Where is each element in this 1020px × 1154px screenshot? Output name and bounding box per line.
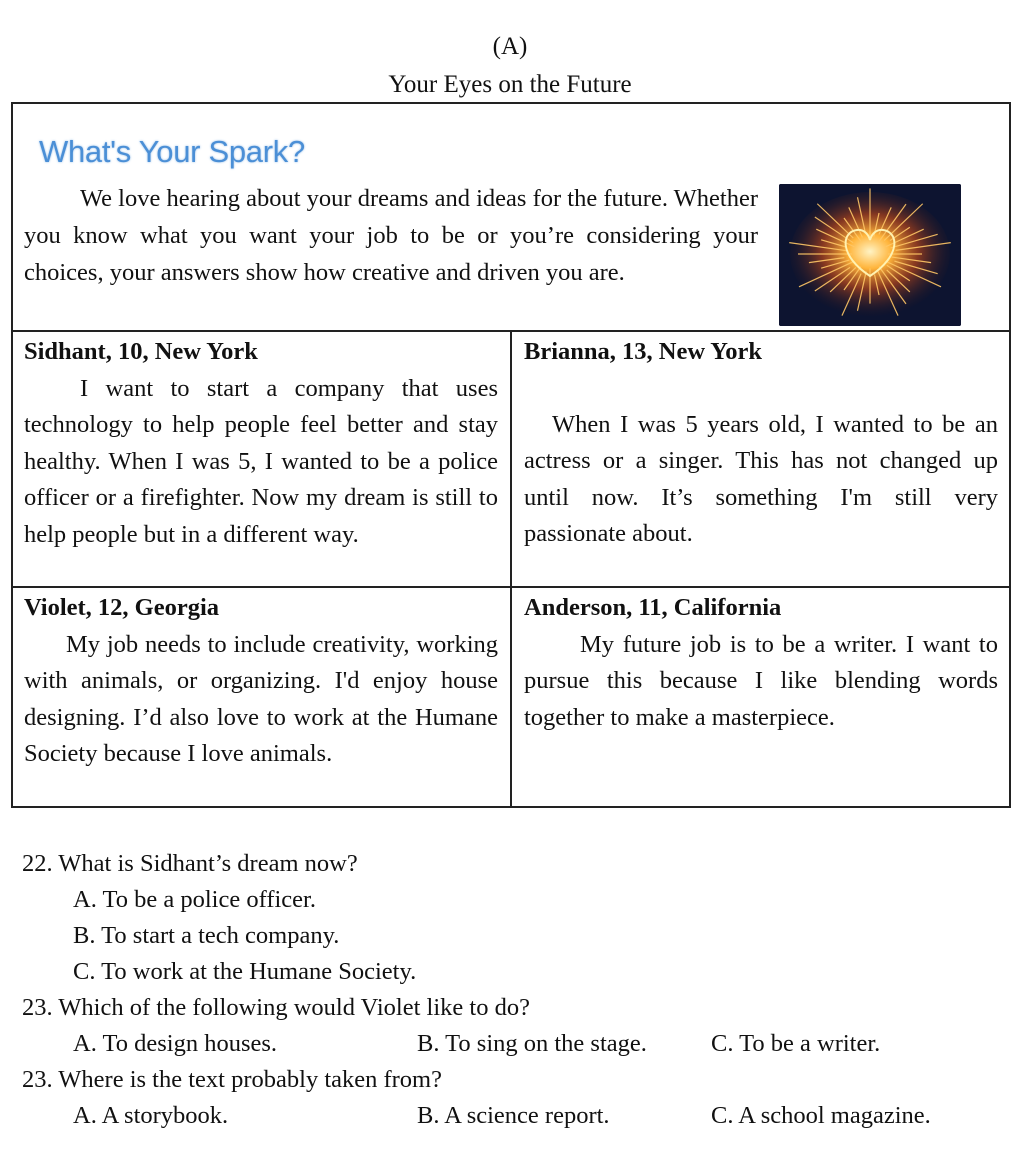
entry-name: Sidhant, 10, New York <box>24 338 258 365</box>
answer-option: A. A storybook. <box>73 1102 229 1129</box>
entry-violet <box>24 590 498 773</box>
question-stem: 22. What is Sidhant’s dream now? <box>22 850 358 877</box>
answer-option: B. A science report. <box>417 1102 610 1129</box>
entry-text: When I was 5 years old, I wanted to be an actress or a singer. This has not changed up until now. It’s something I'm still very passionate about. <box>524 410 998 547</box>
entry-text: I want to start a company that uses technology to help people feel better and stay healthy. When I was 5, I wanted to be a police officer or a firefighter. Now my dream is still to help people but in a different way. <box>24 374 498 548</box>
answer-option: C. To be a writer. <box>711 1030 881 1057</box>
spark-image <box>779 184 961 326</box>
entry-name: Brianna, 13, New York <box>524 338 762 365</box>
entry-text: My future job is to be a writer. I want to pursue this because I like blending words together to make a masterpiece. <box>524 630 998 731</box>
entry-brianna <box>524 334 998 553</box>
entry-anderson <box>524 590 998 736</box>
question-stem: 23. Where is the text probably taken from? <box>22 1066 442 1093</box>
answer-option: A. To be a police officer. <box>73 886 316 913</box>
intro-paragraph: We love hearing about your dreams and ideas for the future. Whether you know what you want your job to be or you’re considering your choices, your answers show how creative and driven you are. <box>24 185 758 286</box>
passage-title: Your Eyes on the Future <box>388 71 632 98</box>
question-list <box>22 846 1002 1134</box>
answer-option: B. To start a tech company. <box>73 922 340 949</box>
answer-option: A. To design houses. <box>73 1030 278 1057</box>
answer-option: C. To work at the Humane Society. <box>73 958 417 985</box>
entry-name: Anderson, 11, California <box>524 594 782 621</box>
answer-option: B. To sing on the stage. <box>417 1030 647 1057</box>
answer-option: C. A school magazine. <box>711 1102 931 1129</box>
answer-row <box>22 1098 1002 1134</box>
entry-name: Violet, 12, Georgia <box>24 594 220 621</box>
section-label: (A) <box>492 33 528 60</box>
passage-box <box>11 102 1011 808</box>
fireworks-heart-icon <box>779 184 961 326</box>
entry-sidhant <box>24 334 498 553</box>
spark-heading: What's Your Spark? <box>39 134 305 169</box>
answer-row <box>22 1026 1002 1062</box>
entry-text: My job needs to include creativity, working with animals, or organizing. I'd enjoy house designing. I’d also love to work at the Humane Society because I love animals. <box>24 630 498 767</box>
question-stem: 23. Which of the following would Violet like to do? <box>22 994 530 1021</box>
